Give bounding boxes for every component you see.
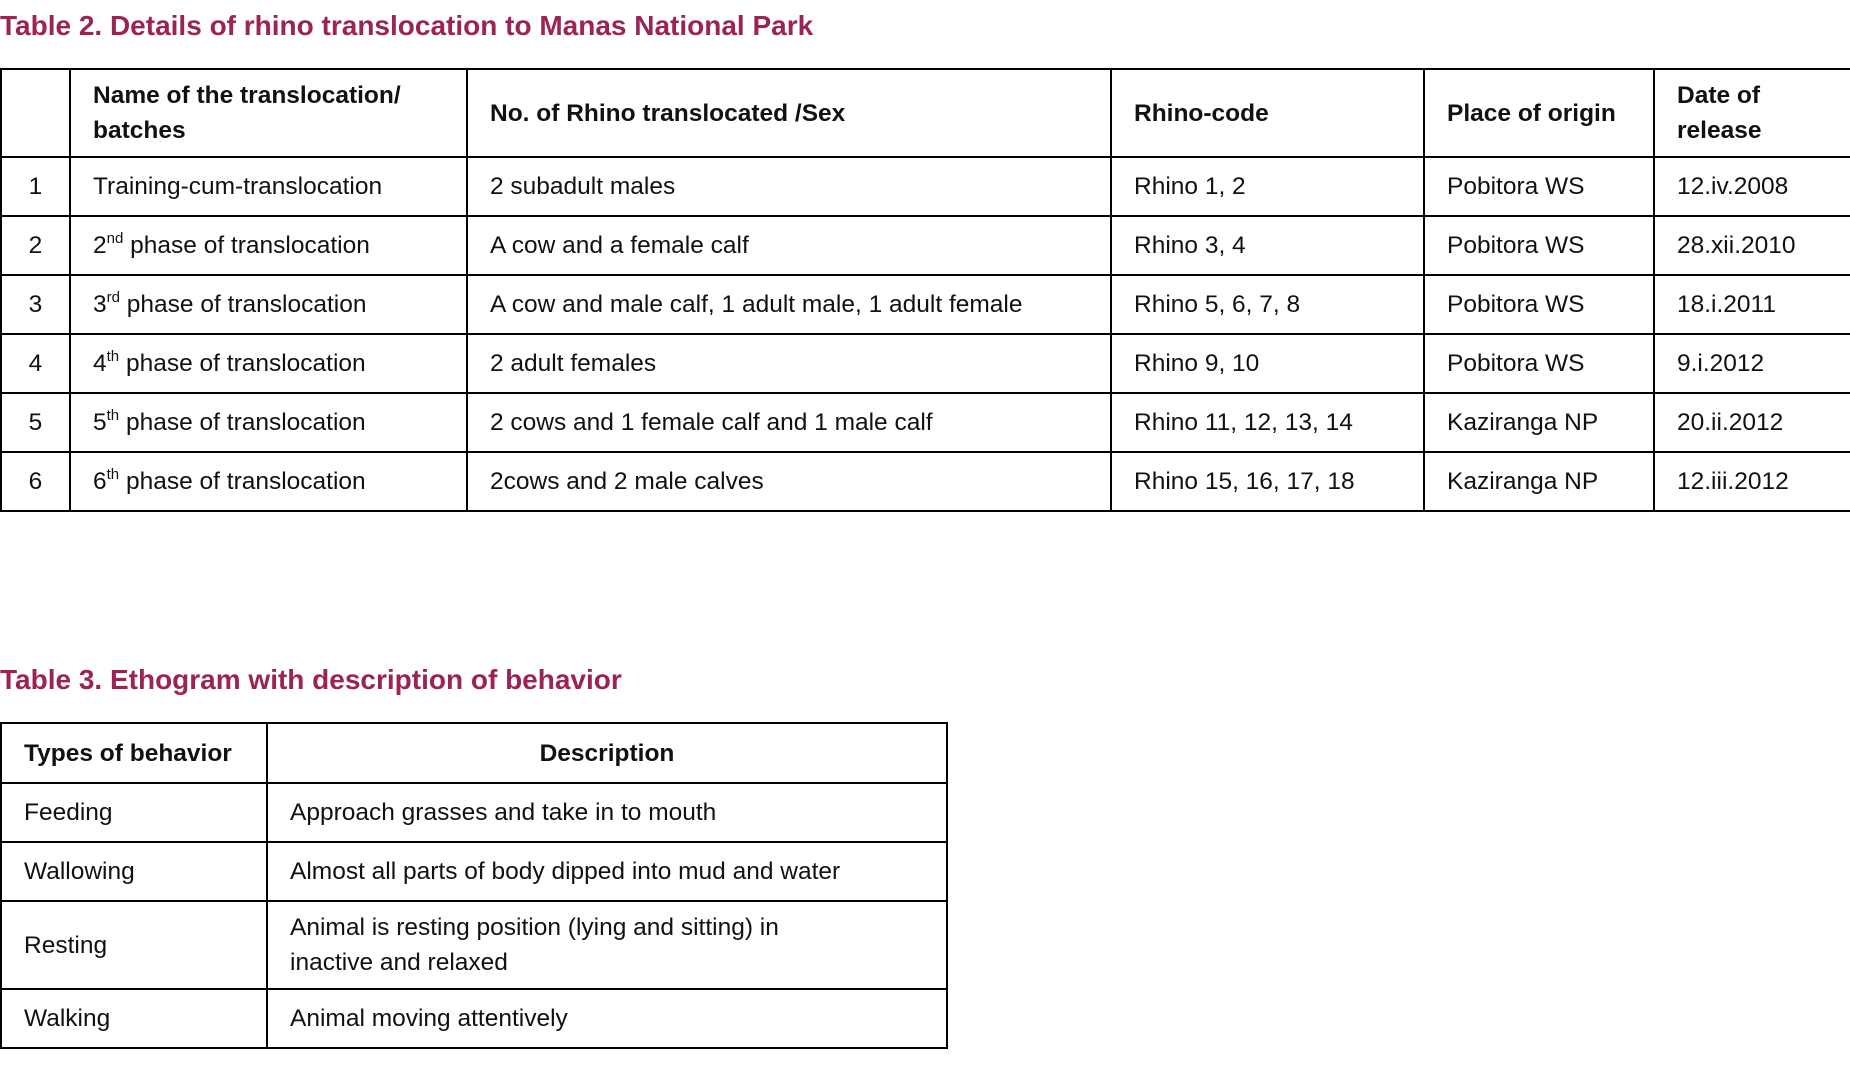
rhino-code: Rhino 15, 16, 17, 18 [1111,452,1424,511]
place-of-origin: Pobitora WS [1424,275,1654,334]
header-types-of-behavior: Types of behavior [1,723,267,783]
rhino-code: Rhino 11, 12, 13, 14 [1111,393,1424,452]
header-name [70,69,467,157]
row-number: 2 [1,216,70,275]
place-of-origin: Kaziranga NP [1424,452,1654,511]
place-of-origin: Pobitora WS [1424,157,1654,216]
place-of-origin: Pobitora WS [1424,216,1654,275]
header-date-line2: release [1677,117,1762,144]
header-index [1,69,70,157]
behavior-description: Animal is resting position (lying and sitting) in inactive and relaxed [267,901,947,989]
translocation-name: 6th phase of translocation [70,452,467,511]
table-row [1,783,947,842]
release-date: 12.iii.2012 [1654,452,1850,511]
table-row [1,842,947,901]
behavior-type: Feeding [1,783,267,842]
table-row [1,452,1850,511]
behavior-type: Resting [1,901,267,989]
translocation-name: 3rd phase of translocation [70,275,467,334]
row-number: 5 [1,393,70,452]
behavior-description: Approach grasses and take in to mouth [267,783,947,842]
table2-caption: Table 2. Details of rhino translocation to Manas National Park [0,10,814,41]
place-of-origin: Kaziranga NP [1424,393,1654,452]
header-number-sex: No. of Rhino translocated /Sex [467,69,1111,157]
translocation-name: 4th phase of translocation [70,334,467,393]
behavior-description: Almost all parts of body dipped into mud and water [267,842,947,901]
table-row [1,275,1850,334]
translocation-name: 2nd phase of translocation [70,216,467,275]
table-row [1,989,947,1048]
rhino-translocation-table [0,68,1850,512]
table3-header-row [1,723,947,783]
table-row [1,334,1850,393]
rhino-code: Rhino 9, 10 [1111,334,1424,393]
table-row [1,901,947,989]
translocation-name: 5th phase of translocation [70,393,467,452]
header-rhino-code: Rhino-code [1111,69,1424,157]
row-number: 4 [1,334,70,393]
header-description: Description [267,723,947,783]
ethogram-table [0,722,948,1049]
translocation-name: Training-cum-translocation [70,157,467,216]
rhino-number-sex: 2cows and 2 male calves [467,452,1111,511]
rhino-number-sex: 2 adult females [467,334,1111,393]
table2-header-row [1,69,1850,157]
behavior-type: Walking [1,989,267,1048]
rhino-number-sex: 2 cows and 1 female calf and 1 male calf [467,393,1111,452]
rhino-number-sex: 2 subadult males [467,157,1111,216]
row-number: 1 [1,157,70,216]
rhino-number-sex: A cow and male calf, 1 adult male, 1 adult female [467,275,1111,334]
header-place-of-origin: Place of origin [1424,69,1654,157]
rhino-code: Rhino 3, 4 [1111,216,1424,275]
release-date: 12.iv.2008 [1654,157,1850,216]
row-number: 6 [1,452,70,511]
rhino-code: Rhino 5, 6, 7, 8 [1111,275,1424,334]
header-date-line1: Date of [1677,82,1761,109]
behavior-description: Animal moving attentively [267,989,947,1048]
table-row [1,393,1850,452]
table-row [1,216,1850,275]
rhino-number-sex: A cow and a female calf [467,216,1111,275]
table3-caption: Table 3. Ethogram with description of behavior [0,664,622,695]
row-number: 3 [1,275,70,334]
place-of-origin: Pobitora WS [1424,334,1654,393]
rhino-code: Rhino 1, 2 [1111,157,1424,216]
release-date: 20.ii.2012 [1654,393,1850,452]
header-date-of-release [1654,69,1850,157]
table-row [1,157,1850,216]
release-date: 9.i.2012 [1654,334,1850,393]
behavior-type: Wallowing [1,842,267,901]
release-date: 18.i.2011 [1654,275,1850,334]
header-name-line1: Name of the translocation/ [93,82,401,109]
header-name-line2: batches [93,117,186,144]
release-date: 28.xii.2010 [1654,216,1850,275]
